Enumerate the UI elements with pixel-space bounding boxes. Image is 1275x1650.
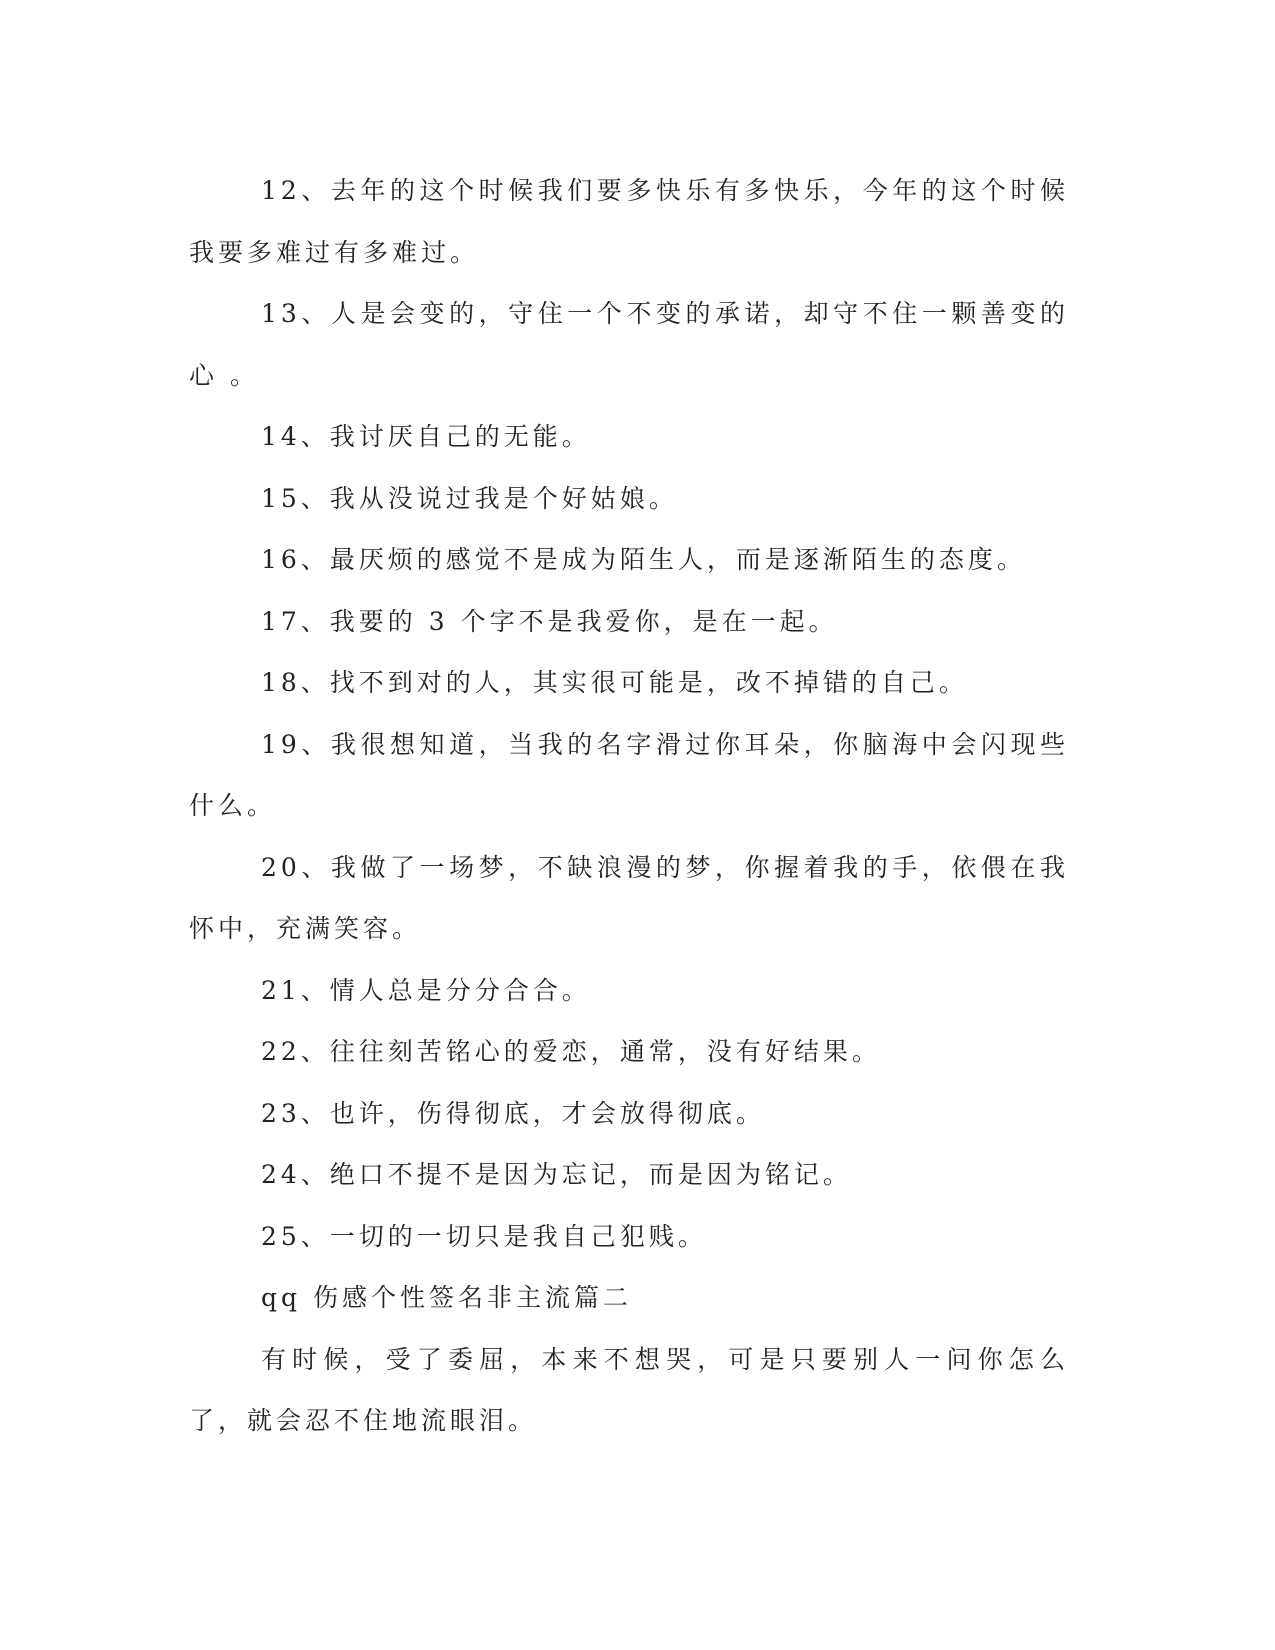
section-heading: qq 伤感个性签名非主流篇二: [261, 1283, 632, 1312]
paragraph-25: 25、一切的一切只是我自己犯贱。: [261, 1221, 707, 1251]
paragraph-21: 21、情人总是分分合合。: [261, 975, 591, 1005]
paragraph-20: 20、我做了一场梦，不缺浪漫的梦，你握着我的手，依偎在我怀中，充满笑容。: [189, 852, 1069, 943]
paragraph-17: 17、我要的 3 个字不是我爱你，是在一起。: [261, 606, 838, 636]
paragraph-16: 16、最厌烦的感觉不是成为陌生人，而是逐渐陌生的态度。: [261, 545, 1026, 574]
paragraph-section-two-intro: 有时候，受了委屈，本来不想哭，可是只要别人一问你怎么了，就会忍不住地流眼泪。: [189, 1344, 1069, 1435]
paragraph-18: 18、找不到对的人，其实很可能是，改不掉错的自己。: [261, 668, 968, 697]
paragraph-14: 14、我讨厌自己的无能。: [261, 422, 591, 451]
paragraph-12: 12、去年的这个时候我们要多快乐有多快乐，今年的这个时候我要多难过有多难过。: [189, 176, 1069, 267]
paragraph-19: 19、我很想知道，当我的名字滑过你耳朵，你脑海中会闪现些什么。: [189, 729, 1069, 820]
paragraph-24: 24、绝口不提不是因为忘记，而是因为铭记。: [261, 1160, 852, 1189]
paragraph-23: 23、也许，伤得彻底，才会放得彻底。: [261, 1098, 765, 1128]
paragraph-15: 15、我从没说过我是个好姑娘。: [261, 483, 678, 513]
document-body: [189, 160, 1069, 1452]
paragraph-13: 13、人是会变的，守住一个不变的承诺，却守不住一颗善变的心 。: [189, 299, 1069, 390]
paragraph-22: 22、往往刻苦铭心的爱恋，通常，没有好结果。: [261, 1037, 881, 1066]
